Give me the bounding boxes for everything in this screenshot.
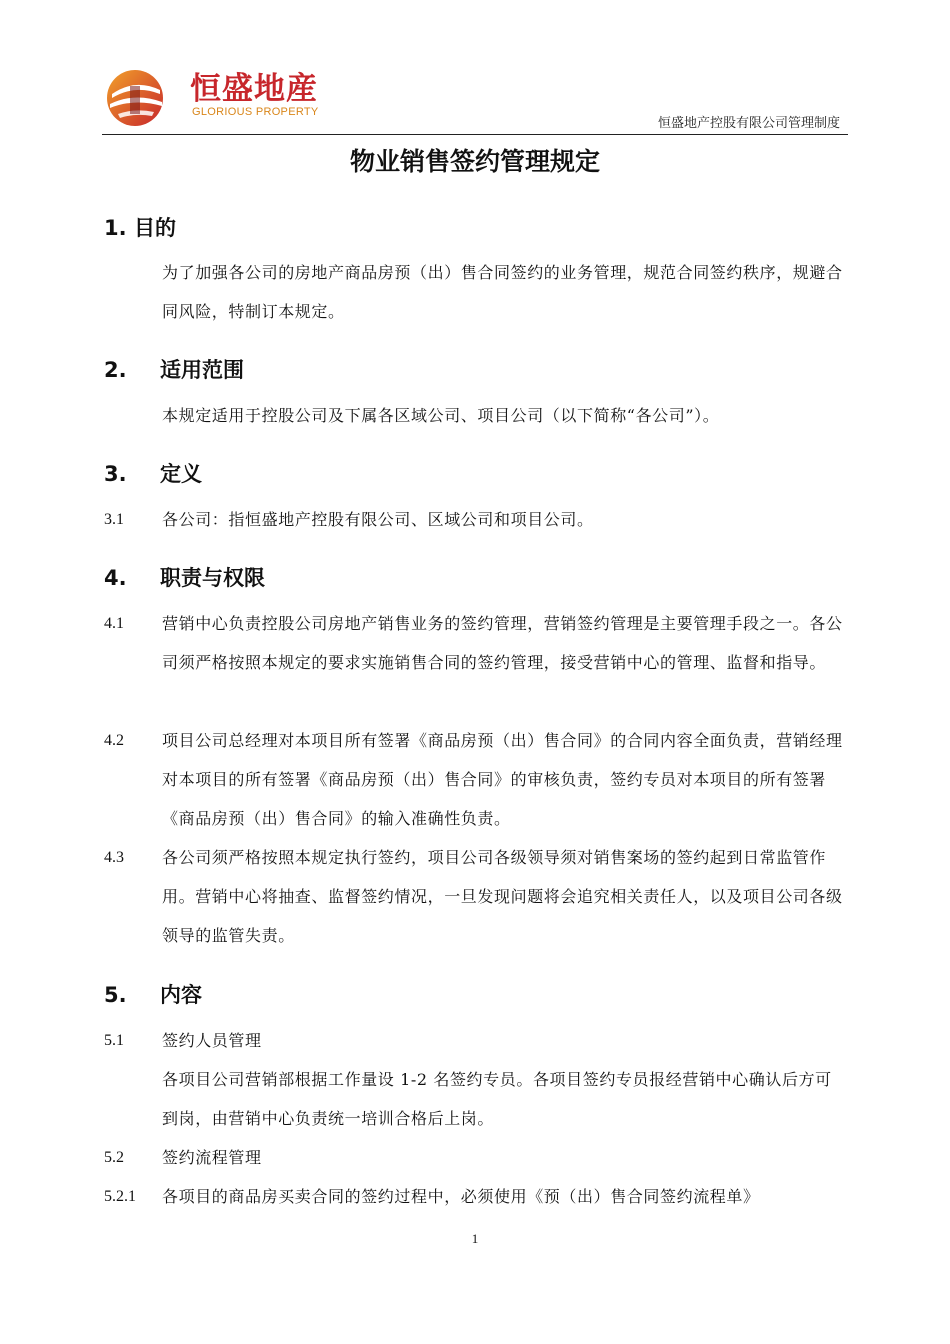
company-logo xyxy=(104,68,334,128)
section-heading-5 xyxy=(104,981,202,1009)
section-number: 3. xyxy=(104,462,127,486)
logo-english-text: GLORIOUS PROPERTY xyxy=(192,106,319,118)
paragraph-scope: 本规定适用于控股公司及下属各区域公司、项目公司（以下简称“各公司”）。 xyxy=(162,406,720,425)
paragraph-5-1: 各项目公司营销部根据工作量设 1-2 名签约专员。各项目签约专员报经营销中心确认后方可到岗，由营销中心负责统一培训合格后上岗。 xyxy=(162,1070,832,1128)
clause-number: 4.2 xyxy=(104,732,124,749)
section-title: 目的 xyxy=(134,216,176,240)
section-heading-4 xyxy=(104,564,265,592)
paragraph-purpose: 为了加强各公司的房地产商品房预（出）售合同签约的业务管理，规范合同签约秩序，规避合同风险，特制订本规定。 xyxy=(162,263,843,321)
header-divider xyxy=(102,134,848,135)
document-title: 物业销售签约管理规定 xyxy=(349,147,600,176)
section-heading-1 xyxy=(104,214,176,242)
paragraph-3-1: 各公司：指恒盛地产控股有限公司、区域公司和项目公司。 xyxy=(162,510,594,529)
paragraph-4-1: 营销中心负责控股公司房地产销售业务的签约管理，营销签约管理是主要管理手段之一。各公司须严格按照本规定的要求实施销售合同的签约管理，接受营销中心的管理、监督和指导。 xyxy=(162,614,843,672)
paragraph-4-3: 各公司须严格按照本规定执行签约，项目公司各级领导须对销售案场的签约起到日常监管作用。营销中心将抽查、监督签约情况，一旦发现问题将会追究相关责任人，以及项目公司各级领导的监管失责。 xyxy=(162,848,843,945)
paragraph-5-2-1: 各项目的商品房买卖合同的签约过程中，必须使用《预（出）售合同签约流程单》 xyxy=(162,1187,760,1206)
clause-number: 4.3 xyxy=(104,849,124,866)
clause-number: 4.1 xyxy=(104,615,124,632)
section-number: 5. xyxy=(104,983,127,1007)
section-number: 2. xyxy=(104,358,127,382)
subheading-5-2: 签约流程管理 xyxy=(162,1148,262,1167)
logo-chinese-text: 恒盛地産 xyxy=(190,71,318,107)
section-title: 职责与权限 xyxy=(160,566,265,590)
section-title: 适用范围 xyxy=(160,358,244,382)
clause-number: 5.1 xyxy=(104,1032,124,1049)
paragraph-4-2: 项目公司总经理对本项目所有签署《商品房预（出）售合同》的合同内容全面负责，营销经理对本项目的所有签署《商品房预（出）售合同》的审核负责，签约专员对本项目的所有签署《商品房预（出）售合同》的输入准确性负责。 xyxy=(162,731,843,828)
section-heading-2 xyxy=(104,356,244,384)
section-number: 4. xyxy=(104,566,127,590)
logo-emblem-icon xyxy=(104,68,166,128)
section-title: 内容 xyxy=(160,983,202,1007)
clause-number: 5.2.1 xyxy=(104,1188,136,1205)
header-company-system: 恒盛地产控股有限公司管理制度 xyxy=(657,116,840,131)
section-heading-3 xyxy=(104,460,202,488)
clause-number: 5.2 xyxy=(104,1149,124,1166)
page-number: 1 xyxy=(471,1231,479,1246)
clause-number: 3.1 xyxy=(104,511,124,528)
subheading-5-1: 签约人员管理 xyxy=(162,1031,262,1050)
section-number: 1. xyxy=(104,216,127,240)
section-title: 定义 xyxy=(160,462,202,486)
